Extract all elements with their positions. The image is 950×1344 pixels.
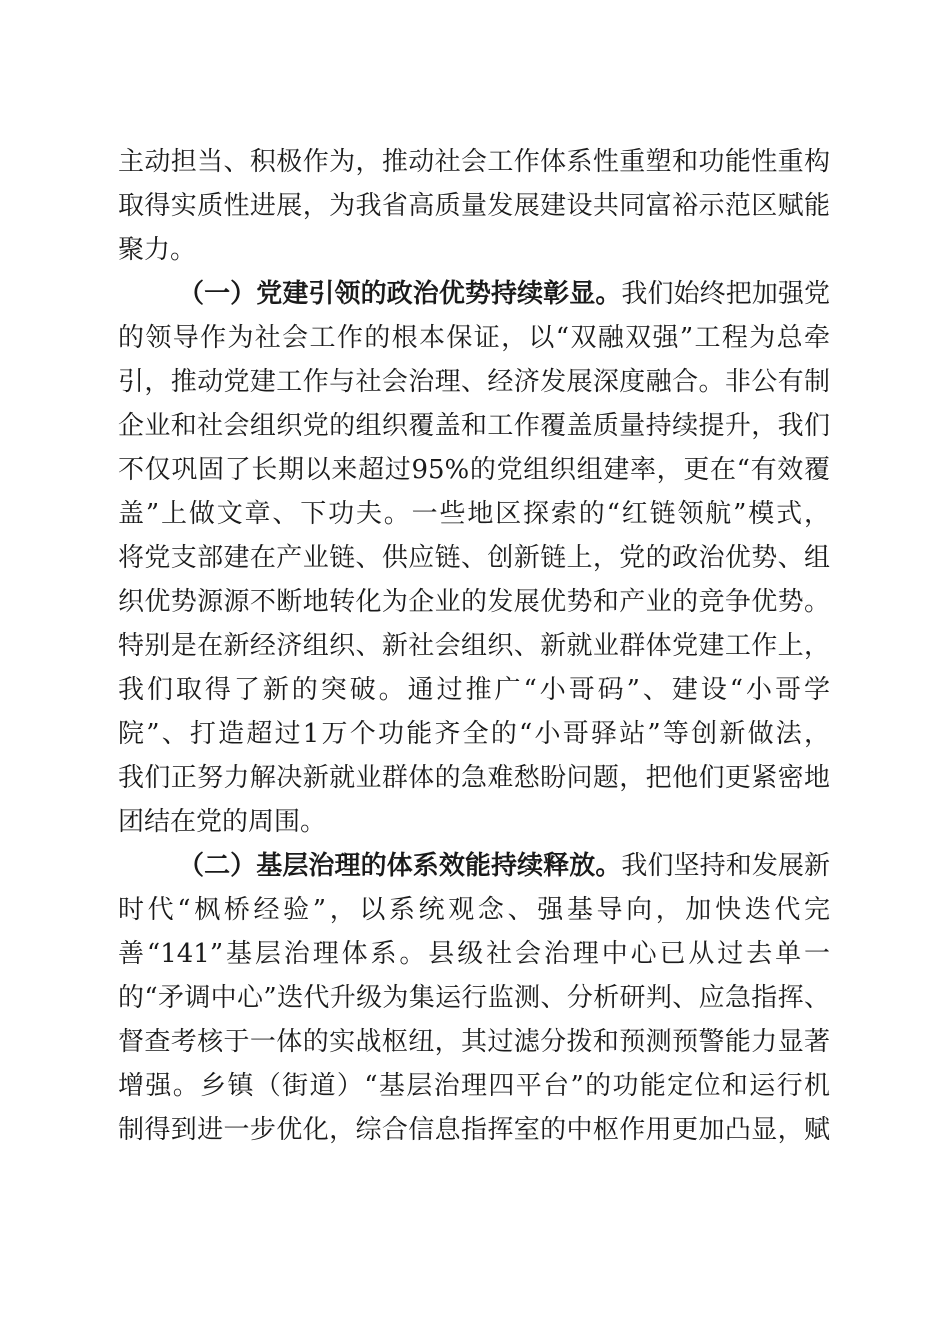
- paragraph-line: 督查考核于一体的实战枢纽，其过滤分拨和预测预警能力显著: [118, 1027, 830, 1057]
- section-heading: （一）党建引领的政治优势持续彰显。: [178, 279, 622, 309]
- paragraph-line: 的“矛调中心”迭代升级为集运行监测、分析研判、应急指挥、: [118, 983, 830, 1013]
- paragraph-first-line: [178, 844, 830, 888]
- paragraph-line: 引，推动党建工作与社会治理、经济发展深度融合。非公有制: [118, 367, 830, 397]
- paragraph-line: 将党支部建在产业链、供应链、创新链上，党的政治优势、组: [118, 543, 830, 573]
- paragraph-line: 我们正努力解决新就业群体的急难愁盼问题，把他们更紧密地: [118, 763, 830, 793]
- paragraph-line-text: 我们坚持和发展新: [621, 851, 830, 881]
- paragraph-line: 增强。乡镇（街道）“基层治理四平台”的功能定位和运行机: [118, 1071, 830, 1101]
- paragraph-line: 盖”上做文章、下功夫。一些地区探索的“红链领航”模式，: [118, 499, 830, 529]
- paragraph-line: 主动担当、积极作为，推动社会工作体系性重塑和功能性重构: [118, 147, 830, 177]
- section-heading: （二）基层治理的体系效能持续释放。: [178, 851, 622, 881]
- paragraph-line-text: 我们始终把加强党: [621, 279, 830, 309]
- paragraph-line: 聚力。: [118, 235, 197, 265]
- paragraph-line: 特别是在新经济组织、新社会组织、新就业群体党建工作上，: [118, 631, 830, 661]
- paragraph-line: 取得实质性进展，为我省高质量发展建设共同富裕示范区赋能: [118, 191, 830, 221]
- paragraph-line: 时代“枫桥经验”，以系统观念、强基导向，加快迭代完: [118, 895, 830, 925]
- paragraph-line: 不仅巩固了长期以来超过95%的党组织组建率，更在“有效覆: [118, 455, 830, 485]
- paragraph-line: 的领导作为社会工作的根本保证，以“双融双强”工程为总牵: [118, 323, 830, 353]
- paragraph-line: 善“141”基层治理体系。县级社会治理中心已从过去单一: [118, 939, 830, 969]
- paragraph-line: 制得到进一步优化，综合信息指挥室的中枢作用更加凸显，赋: [118, 1115, 830, 1145]
- paragraph-line: 织优势源源不断地转化为企业的发展优势和产业的竞争优势。: [118, 587, 830, 617]
- paragraph-first-line: [178, 272, 830, 316]
- paragraph-line: 我们取得了新的突破。通过推广“小哥码”、建设“小哥学: [118, 675, 830, 705]
- paragraph-line: 企业和社会组织党的组织覆盖和工作覆盖质量持续提升，我们: [118, 411, 830, 441]
- paragraph-line: 院”、打造超过1万个功能齐全的“小哥驿站”等创新做法，: [118, 719, 830, 749]
- paragraph-line: 团结在党的周围。: [118, 807, 327, 837]
